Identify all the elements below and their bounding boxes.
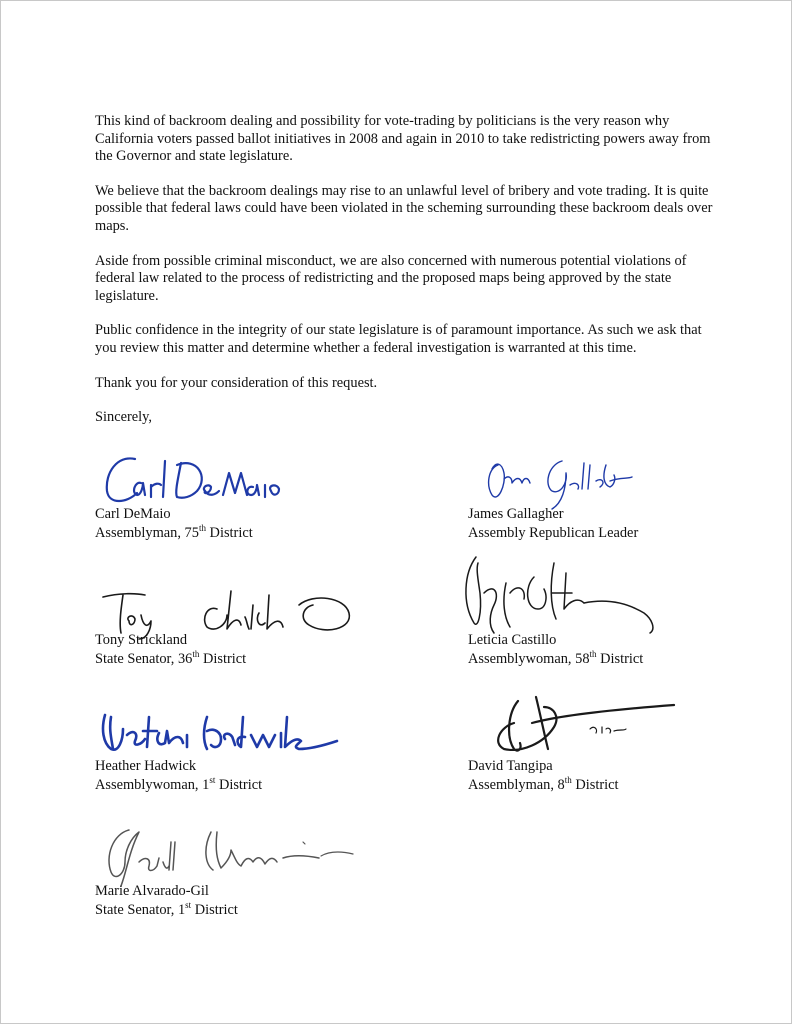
paragraph-1: This kind of backroom dealing and possibility for vote-trading by politicians is the very reason why California voters passed ballot initiatives in 2008 and again in 2010 to take redistricting powers away from the Governor and state legislature. <box>95 113 711 165</box>
signatory-title: State Senator, 1st District <box>95 900 238 918</box>
signatory-name: James Gallagher <box>468 506 564 522</box>
signatory-title: State Senator, 36th District <box>95 649 247 667</box>
signatory-name: Carl DeMaio <box>95 506 171 522</box>
letter-body <box>95 113 715 444</box>
signatory-name: David Tangipa <box>468 758 553 774</box>
signature-castillo-image <box>454 553 664 643</box>
signature-block-tangipa <box>468 757 619 795</box>
signature-block-gallagher <box>468 505 638 543</box>
signature-block-castillo <box>468 631 643 669</box>
signatory-name: Heather Hadwick <box>95 758 197 774</box>
signature-block-strickland <box>95 631 246 669</box>
paragraph-3: Aside from possible criminal misconduct, we are also concerned with numerous potential violations of federal law related to the process of redistricting and the proposed maps being approved by the state legislature. <box>95 252 687 304</box>
signatory-title: Assemblyman, 75th District <box>95 523 253 541</box>
signatory-title: Assemblywoman, 58th District <box>468 649 644 667</box>
signature-block-demaio <box>95 505 253 543</box>
signatory-title: Assemblywoman, 1st District <box>95 775 263 793</box>
signatory-name: Tony Strickland <box>95 632 188 648</box>
signatory-title: Assembly Republican Leader <box>468 525 639 541</box>
signature-demaio-image <box>97 453 297 513</box>
signatory-title: Assemblyman, 8th District <box>468 775 619 793</box>
paragraph-4: Public confidence in the integrity of our state legislature is of paramount importance. As such we ask that you review this matter and determine whether a federal investigation is warranted at this time. <box>95 322 702 356</box>
paragraph-5: Thank you for your consideration of this request. <box>95 374 378 391</box>
signature-block-hadwick <box>95 757 262 795</box>
signatory-name: Marie Alvarado-Gil <box>95 883 209 899</box>
paragraph-2: We believe that the backroom dealings may rise to an unlawful level of bribery and vote trading. It is quite possible that federal laws could have been violated in the scheming surrounding these backroom deals over maps. <box>95 182 713 234</box>
signature-alvarado-gil-image <box>99 822 359 888</box>
signature-block-alvarado-gil <box>95 882 238 920</box>
signatory-name: Leticia Castillo <box>468 632 557 648</box>
closing: Sincerely, <box>95 409 153 426</box>
